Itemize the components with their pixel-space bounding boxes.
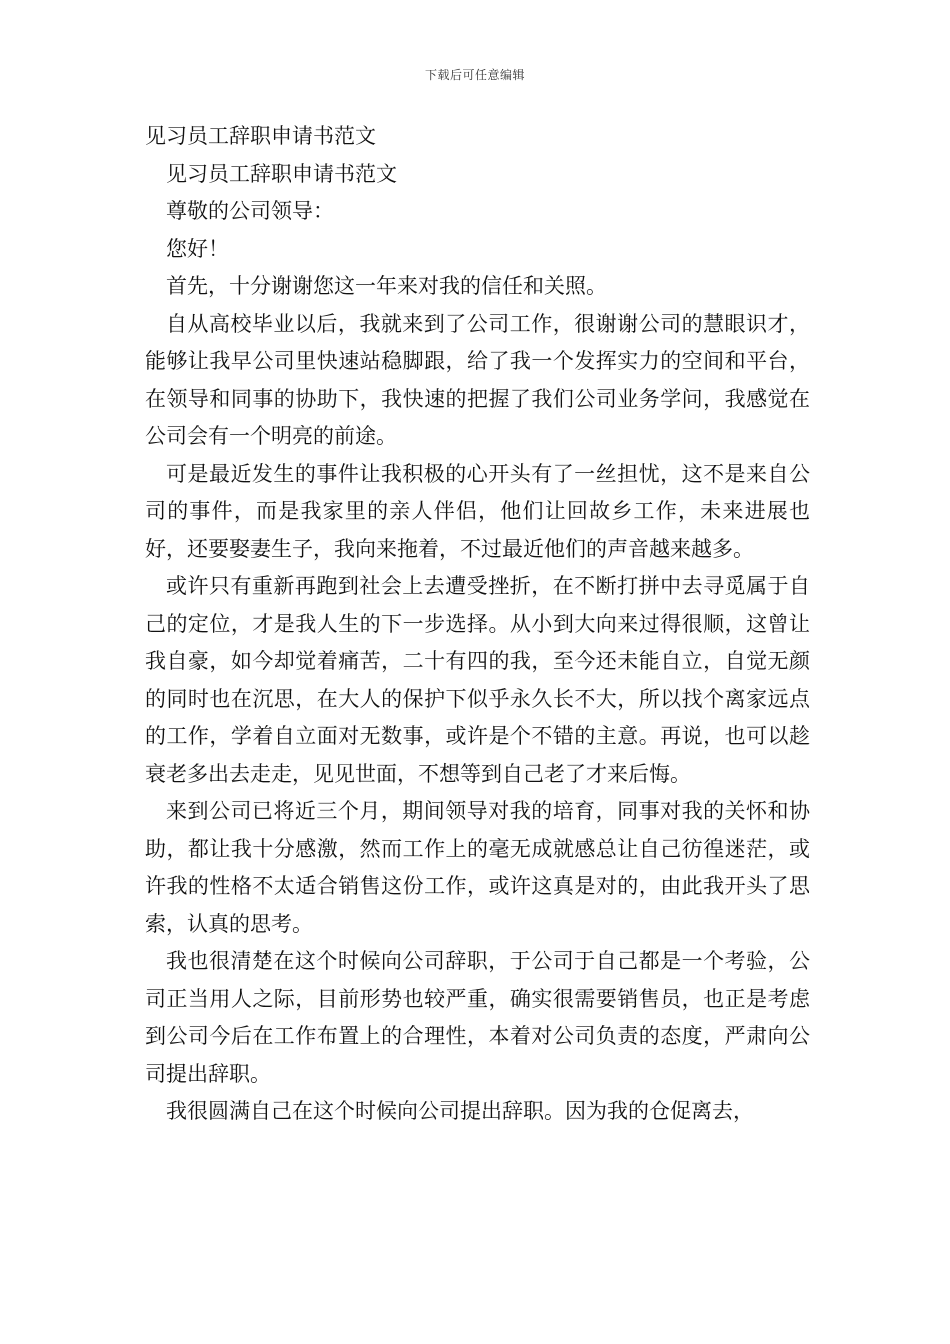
paragraph-5: 我也很清楚在这个时候向公司辞职，于公司于自己都是一个考验，公司正当用人之际，目前形势也较严重，确实很需要销售员，也正是考虑到公司今后在工作布置上的合理性，本着对公司负责的态度，严肃向公司提出辞职。 <box>145 949 810 1086</box>
paragraph-1: 自从高校毕业以后，我就来到了公司工作，很谢谢公司的慧眼识才，能够让我早公司里快速站稳脚跟，给了我一个发挥实力的空间和平台，在领导和同事的协助下，我快速的把握了我们公司业务学问，我感觉在公司会有一个明亮的前途。 <box>145 311 810 448</box>
salutation: 尊敬的公司领导： <box>166 199 334 223</box>
paragraph-2: 可是最近发生的事件让我积极的心开头有了一丝担忧，这不是来自公司的事件，而是我家里的亲人伴侣，他们让回故乡工作，未来进展也好，还要娶妻生子，我向来拖着，不过最近他们的声音越来越多。 <box>145 461 810 561</box>
document-title: 见习员工辞职申请书范文 <box>145 124 376 148</box>
document-subtitle: 见习员工辞职申请书范文 <box>166 161 397 186</box>
paragraph-3: 或许只有重新再跑到社会上去遭受挫折，在不断打拼中去寻觅属于自己的定位，才是我人生的下一步选择。从小到大向来过得很顺，这曾让我自豪，如今却觉着痛苦，二十有四的我，至今还未能自立，自觉无颜的同时也在沉思，在大人的保护下似乎永久长不大，所以找个离家远点的工作，学着自立面对无数事，或许是个不错的主意。再说，也可以趁衰老多出去走走，见见世面，不想等到自己老了才来后悔。 <box>145 574 810 786</box>
greeting: 您好！ <box>166 236 229 261</box>
page-header-note: 下载后可任意编辑 <box>424 68 525 82</box>
paragraph-4: 来到公司已将近三个月，期间领导对我的培育，同事对我的关怀和协助，都让我十分感激，然而工作上的毫无成就感总让自己彷徨迷茫，或许我的性格不太适合销售这份工作，或许这真是对的，由此我开头了思索，认真的思考。 <box>145 799 810 936</box>
opening-line: 首先，十分谢谢您这一年来对我的信任和关照。 <box>166 274 607 298</box>
paragraph-6: 我很圆满自己在这个时候向公司提出辞职。因为我的仓促离去， <box>166 1099 754 1123</box>
document-body <box>145 118 810 1131</box>
